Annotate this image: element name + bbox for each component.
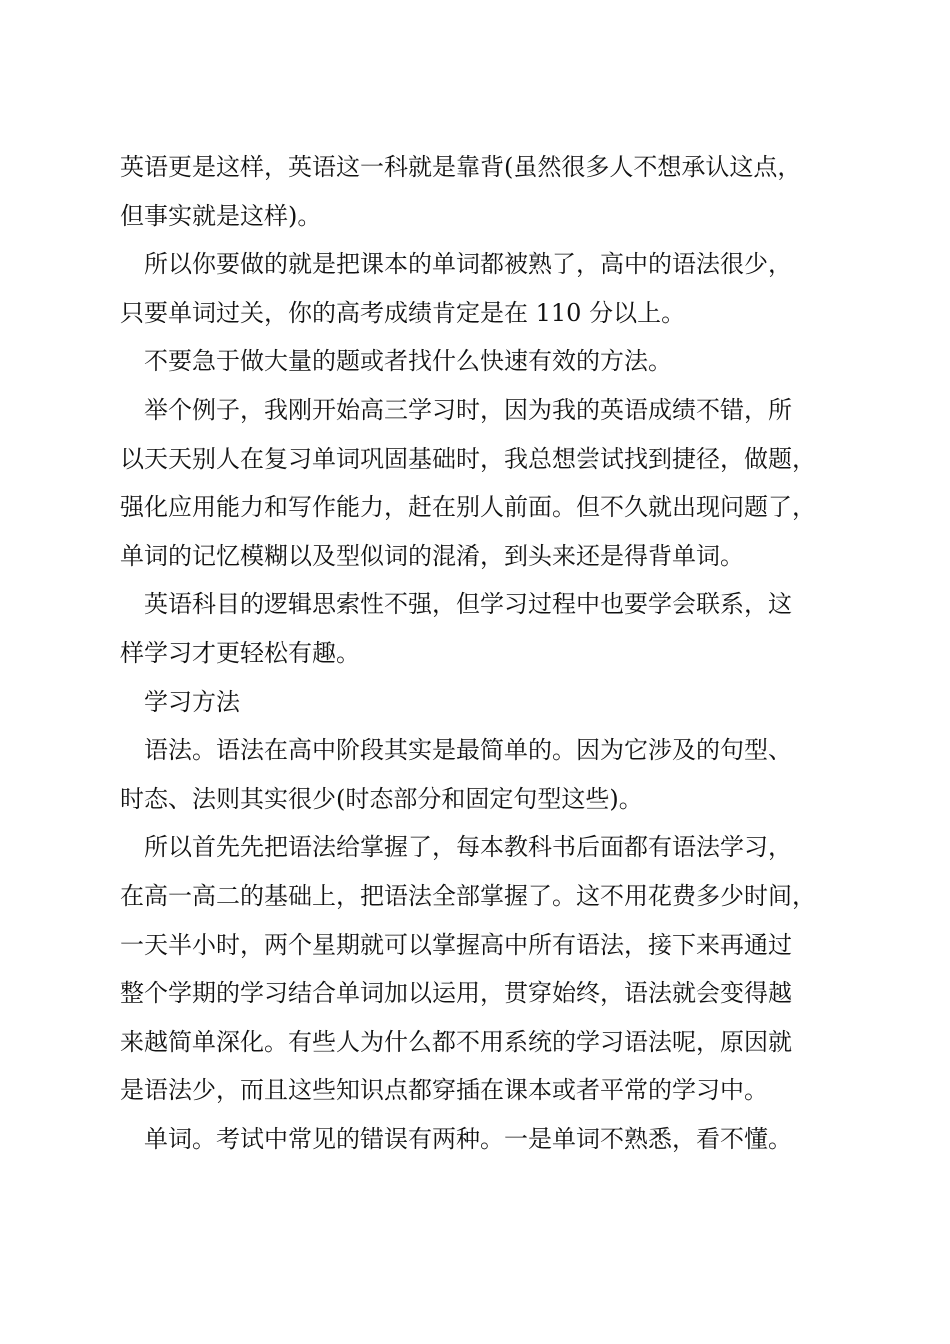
text-line: 单词。考试中常见的错误有两种。一是单词不熟悉，看不懂。 [144,1124,792,1153]
text-line: 单词的记忆模糊以及型似词的混淆，到头来还是得背单词。 [120,541,744,570]
section-heading [120,678,835,727]
paragraph-9 [120,1115,835,1164]
paragraph-4 [120,386,835,580]
text-line: 样学习才更轻松有趣。 [120,638,360,667]
paragraph-1 [120,143,835,240]
text-line: 所以首先先把语法给掌握了，每本教科书后面都有语法学习， [144,833,792,862]
text-line: 举个例子，我刚开始高三学习时，因为我的英语成绩不错，所 [144,395,792,424]
text-line: 强化应用能力和写作能力，赶在别人前面。但不久就出现问题了， [120,493,816,522]
text-line: 不要急于做大量的题或者找什么快速有效的方法。 [144,347,672,376]
text-line: 所以你要做的就是把课本的单词都被熟了，高中的语法很少， [144,250,792,279]
paragraph-8 [120,823,835,1115]
text-line: 时态、法则其实很少(时态部分和固定句型这些)。 [120,784,643,813]
paragraph-5 [120,580,835,677]
text-line: 来越简单深化。有些人为什么都不用系统的学习语法呢，原因就 [120,1027,792,1056]
text-line: 是语法少，而且这些知识点都穿插在课本或者平常的学习中。 [120,1076,768,1105]
paragraph-3 [120,337,835,386]
text-line: 在高一高二的基础上，把语法全部掌握了。这不用花费多少时间， [120,881,816,910]
text-line: 语法。语法在高中阶段其实是最简单的。因为它涉及的句型、 [144,736,792,765]
paragraph-7 [120,726,835,823]
heading-line: 学习方法 [144,687,240,716]
text-line: 以天天别人在复习单词巩固基础时，我总想尝试找到捷径，做题， [120,444,816,473]
text-line: 一天半小时，两个星期就可以掌握高中所有语法，接下来再通过 [120,930,792,959]
text-line: 但事实就是这样)。 [120,201,322,230]
text-line: 整个学期的学习结合单词加以运用，贯穿始终，语法就会变得越 [120,979,792,1008]
text-line: 英语更是这样，英语这一科就是靠背(虽然很多人不想承认这点， [120,153,802,181]
text-line: 只要单词过关，你的高考成绩肯定是在 110 分以上。 [120,298,686,327]
paragraph-2 [120,240,835,337]
document-page [120,143,835,1163]
text-line: 英语科目的逻辑思索性不强，但学习过程中也要学会联系，这 [144,590,792,619]
